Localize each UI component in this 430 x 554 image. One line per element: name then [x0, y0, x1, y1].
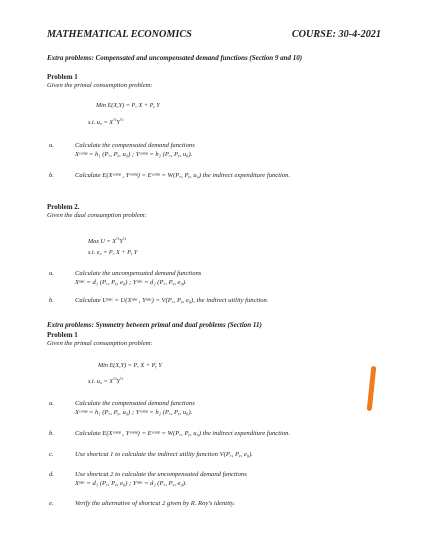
- problem-title: Problem 1: [47, 73, 78, 81]
- item-text: Calculate E(Xᶜᵒᵐᵖ , Yᶜᵒᵐᵖ) = Eᶜᵒᵐᵖ = W(Pₓ, Pᵧ, u₀) the indirect expenditure function.: [75, 172, 291, 179]
- problem-intro: Given the primal consumption problem:: [47, 340, 153, 347]
- objective-var: Y: [119, 238, 123, 246]
- item-text: Calculate the compensated demand functions: [75, 142, 195, 149]
- objective-equation: Min E(X,Y) = Pₓ X + Pᵧ Y: [96, 102, 160, 109]
- exponent: ½: [119, 117, 124, 122]
- course-date: COURSE: 30-4-2021: [291, 29, 381, 40]
- exponent: ½: [113, 376, 117, 381]
- section-heading-demand: Extra problems: Compensated and uncompensated demand functions (Section 9 and 10): [47, 54, 303, 62]
- item-label: e.: [49, 500, 54, 507]
- item-label: c.: [49, 451, 54, 458]
- item-formula: Xᵘⁿᶜ = d₁ (Pₓ, Pᵧ, e₀) ; Yᵘⁿᶜ = d₂ (Pₓ, Pᵧ, e₀).: [75, 279, 187, 286]
- item-label: b.: [49, 430, 54, 437]
- objective-equation: [88, 236, 126, 245]
- constraint-equation: [88, 117, 123, 126]
- problem-title: Problem 1: [47, 331, 78, 339]
- problem-intro: Given the dual consumption problem:: [47, 212, 147, 219]
- item-label: a.: [49, 400, 54, 407]
- item-formula: Xᶜᵒᵐᵖ = h₁ (Pₓ, Pᵧ, u₀) ; Yᶜᵒᵐᵖ = h₂ (Pₓ, Pᵧ, u₀).: [75, 151, 193, 158]
- item-label: a.: [49, 270, 54, 277]
- item-text: Use shortcut 2 to calculate the uncompensated demand functions: [75, 471, 247, 478]
- constraint-var: Y: [116, 378, 120, 386]
- constraint-equation: [88, 376, 123, 385]
- objective-equation: Min E(X,Y) = Pₓ X + Pᵧ Y: [98, 362, 162, 369]
- constraint-equation: s.t. e₀ = Pₓ X + Pᵧ Y: [88, 249, 138, 256]
- item-text: Use shortcut 1 to calculate the indirect utility function V(Pₓ, Pᵧ, e₀).: [75, 451, 253, 458]
- exponent: ½: [113, 117, 117, 122]
- item-label: b.: [49, 297, 54, 304]
- item-label: a.: [49, 142, 54, 149]
- item-text: Calculate the compensated demand functions: [75, 400, 195, 407]
- item-text: Calculate the uncompensated demand functions: [75, 270, 202, 277]
- constraint-var: Y: [116, 119, 120, 127]
- exponent: ½: [119, 376, 124, 381]
- item-label: d.: [49, 471, 54, 478]
- item-text: Verify the alternative of shortcut 2 given by R. Roy's identity.: [75, 500, 235, 507]
- item-text: Calculate Uᵘⁿᶜ = U(Xᵘⁿᶜ , Yᵘⁿᶜ) = V(Pₓ, Pᵧ, e₀), the indirect utility function.: [75, 297, 269, 304]
- course-title: MATHEMATICAL ECONOMICS: [47, 29, 192, 40]
- item-label: b.: [49, 172, 54, 179]
- problem-intro: Given the primal consumption problem:: [47, 82, 153, 89]
- item-text: Calculate E(Xᶜᵒᵐᵖ , Yᶜᵒᵐᵖ) = Eᶜᵒᵐᵖ = W(Pₓ, Pᵧ, u₀) the indirect expenditure function.: [75, 430, 291, 437]
- section-heading-symmetry: Extra problems: Symmetry between primal and dual problems (Section 11): [47, 321, 262, 329]
- constraint-prefix: s.t. u₀ = X: [88, 119, 114, 127]
- exponent: ½: [122, 236, 127, 241]
- page-header: [47, 29, 381, 40]
- objective-prefix: Max U = X: [88, 238, 117, 246]
- problem-title: Problem 2.: [47, 203, 80, 211]
- item-formula: Xᶜᵒᵐᵖ = h₁ (Pₓ, Pᵧ, u₀) ; Yᶜᵒᵐᵖ = h₂ (Pₓ, Pᵧ, u₀).: [75, 409, 193, 416]
- constraint-prefix: s.t. u₀ = X: [88, 378, 114, 386]
- item-formula: Xᵘⁿᶜ = d₁ (Pₓ, Pᵧ, e₀) ; Yᵘⁿᶜ = d₂ (Pₓ, Pᵧ, e₀).: [75, 480, 187, 487]
- highlighter-mark: [367, 366, 377, 411]
- exponent: ½: [116, 236, 120, 241]
